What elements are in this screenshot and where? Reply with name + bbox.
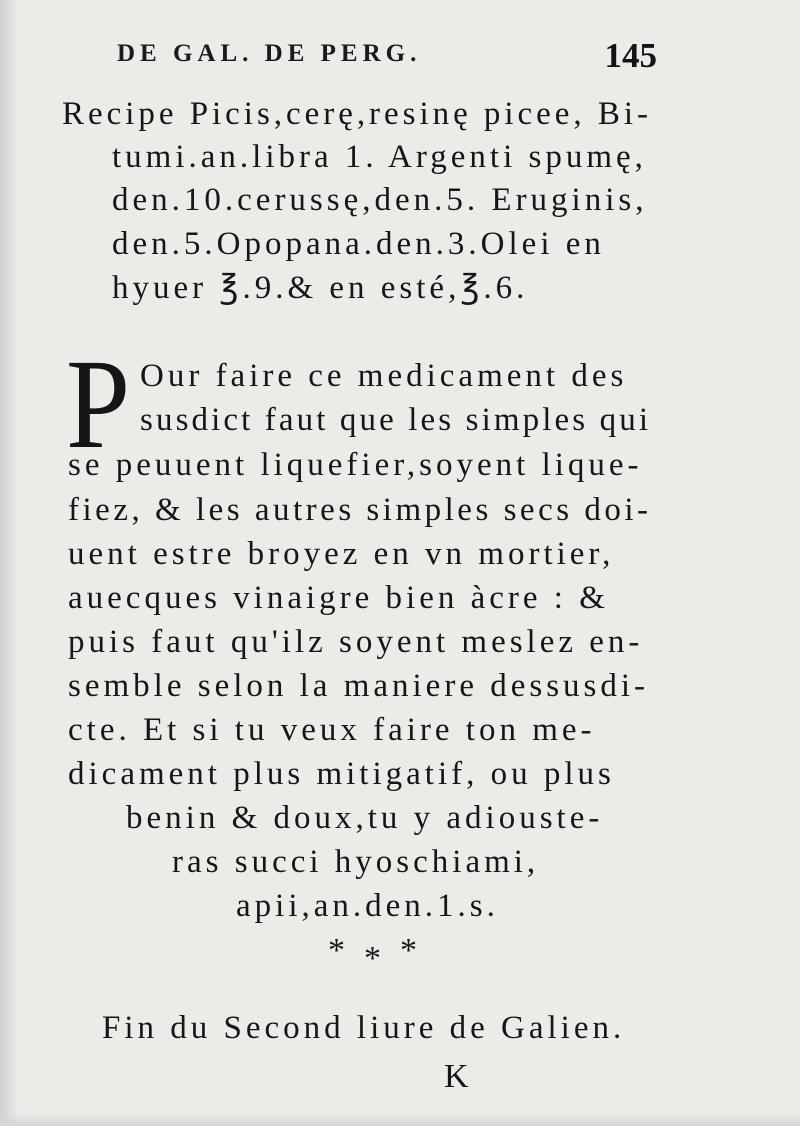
paragraph-line: se peuuent liquefier,soyent lique- bbox=[68, 447, 643, 483]
recipe-line: hyuer ℥.9.& en esté,℥.6. bbox=[112, 270, 529, 306]
asterism-star: * bbox=[400, 932, 417, 969]
running-head: DE GAL. DE PERG. bbox=[117, 40, 422, 67]
recipe-line: Recipe Picis,cerę,resinę picee, Bi- bbox=[62, 96, 652, 132]
recipe-line: tumi.an.libra 1. Argenti spumę, bbox=[112, 139, 647, 175]
paragraph-line: puis faut qu'ilz soyent meslez en- bbox=[68, 624, 644, 660]
colophon: Fin du Second liure de Galien. bbox=[102, 1010, 626, 1046]
page-bottom-shadow bbox=[0, 1112, 800, 1126]
paragraph-line: auecques vinaigre bien àcre : & bbox=[68, 580, 609, 616]
paragraph-line: apii,an.den.1.s. bbox=[236, 888, 499, 924]
asterism-star: * bbox=[328, 932, 345, 969]
paragraph-line: Our faire ce medicament des bbox=[140, 358, 628, 394]
recipe-line: den.5.Opopana.den.3.Olei en bbox=[112, 226, 605, 262]
paragraph-line: susdict faut que les simples qui bbox=[140, 402, 652, 438]
page-number: 145 bbox=[604, 36, 657, 75]
signature-mark: K bbox=[444, 1058, 469, 1095]
asterism-star: * bbox=[364, 940, 381, 977]
page-header bbox=[117, 38, 657, 78]
paragraph-line: semble selon la maniere dessusdi- bbox=[68, 668, 650, 704]
paragraph-line: uent estre broyez en vn mortier, bbox=[68, 536, 615, 572]
paragraph-line: dicament plus mitigatif, ou plus bbox=[68, 756, 615, 792]
paragraph-line: benin & doux,tu y adiouste- bbox=[126, 800, 604, 836]
paragraph-line: fiez, & les autres simples secs doi- bbox=[68, 492, 652, 528]
drop-cap: P bbox=[66, 333, 131, 475]
asterism-ornament bbox=[320, 932, 440, 977]
paragraph-line: cte. Et si tu veux faire ton me- bbox=[68, 712, 596, 748]
paragraph-line: ras succi hyoschiami, bbox=[172, 844, 540, 880]
recipe-line: den.10.cerussę,den.5. Eruginis, bbox=[112, 182, 648, 218]
